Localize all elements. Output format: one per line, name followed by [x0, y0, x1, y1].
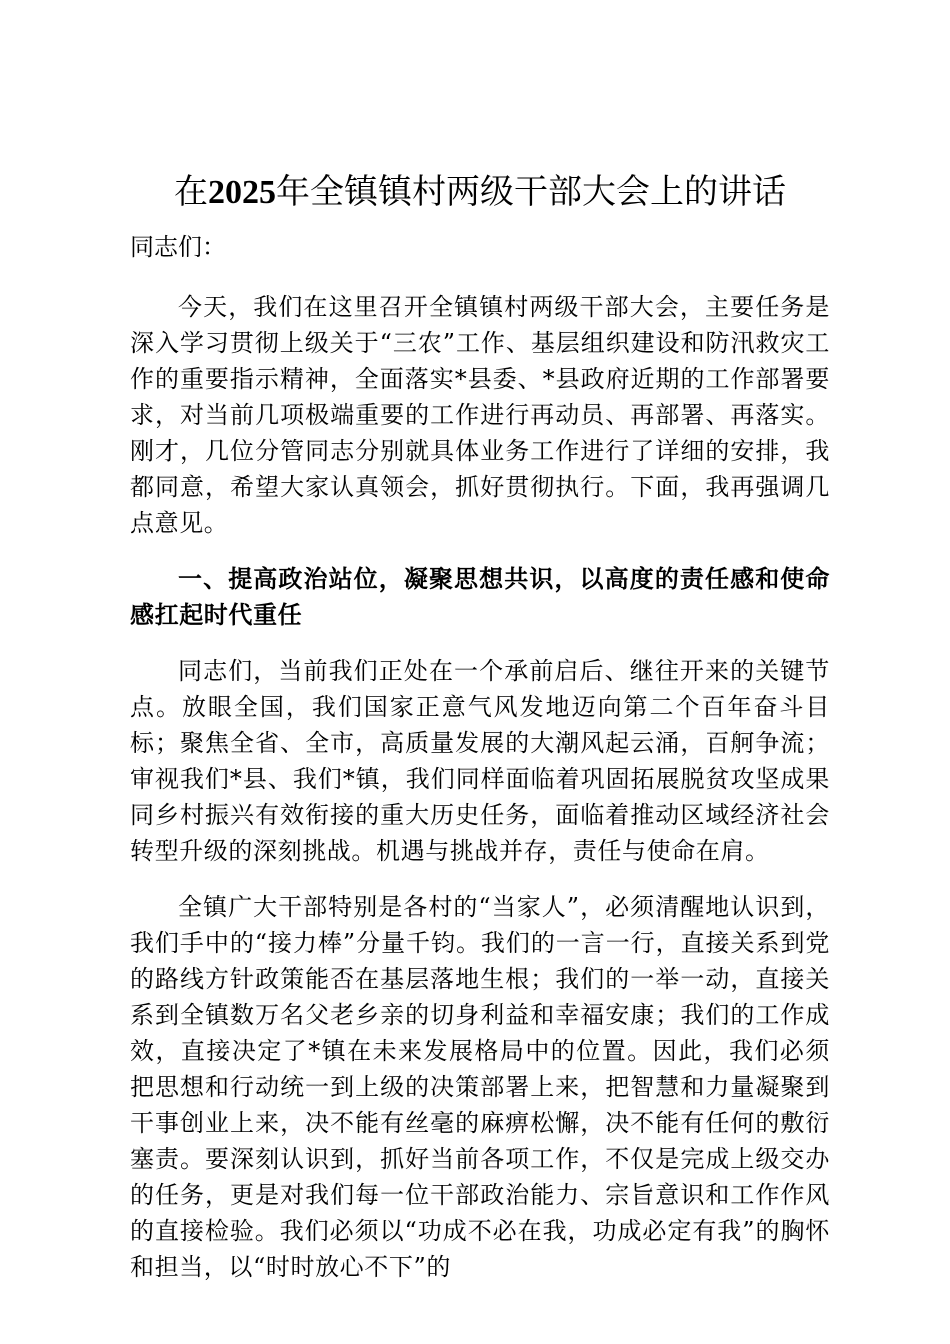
title-year: 2025	[208, 174, 276, 211]
document-page	[130, 160, 830, 1305]
paragraph-situation: 同志们，当前我们正处在一个承前启后、继往开来的关键节点。放眼全国，我们国家正意气风发地迈向第二个百年奋斗目标；聚焦全省、全市，高质量发展的大潮风起云涌，百舸争流；审视我们*县、我们*镇，我们同样面临着巩固拓展脱贫攻坚成果同乡村振兴有效衔接的重大历史任务，面临着推动区域经济社会转型升级的深刻挑战。机遇与挑战并存，责任与使命在肩。	[130, 657, 830, 865]
paragraph-responsibility: 全镇广大干部特别是各村的“当家人”，必须清醒地认识到，我们手中的“接力棒”分量千钧。我们的一言一行，直接关系到党的路线方针政策能否在基层落地生根；我们的一举一动，直接关系到全镇数万名父老乡亲的切身利益和幸福安康；我们的工作成效，直接决定了*镇在未来发展格局中的位置。因此，我们必须把思想和行动统一到上级的决策部署上来，把智慧和力量凝聚到干事创业上来，决不能有丝毫的麻痹松懈，决不能有任何的敷衍塞责。要深刻认识到，抓好当前各项工作，不仅是完成上级交办的任务，更是对我们每一位干部政治能力、宗旨意识和工作作风的直接检验。我们必须以“功成不必在我，功成必定有我”的胸怀和担当，以“时时放心不下”的	[130, 893, 830, 1281]
salutation: 同志们：	[130, 233, 226, 261]
title-prefix: 在	[174, 172, 208, 212]
title-suffix: 年全镇镇村两级干部大会上的讲话	[276, 172, 786, 212]
paragraph-intro: 今天，我们在这里召开全镇镇村两级干部大会，主要任务是深入学习贯彻上级关于“三农”工作、基层组织建设和防汛救灾工作的重要指示精神，全面落实*县委、*县政府近期的工作部署要求，对当前几项极端重要的工作进行再动员、再部署、再落实。刚才，几位分管同志分别就具体业务工作进行了详细的安排，我都同意，希望大家认真领会，抓好贯彻执行。下面，我再强调几点意见。	[130, 293, 830, 537]
document-title	[130, 160, 830, 225]
section-heading-1: 一、提高政治站位，凝聚思想共识，以高度的责任感和使命感扛起时代重任	[130, 564, 830, 629]
